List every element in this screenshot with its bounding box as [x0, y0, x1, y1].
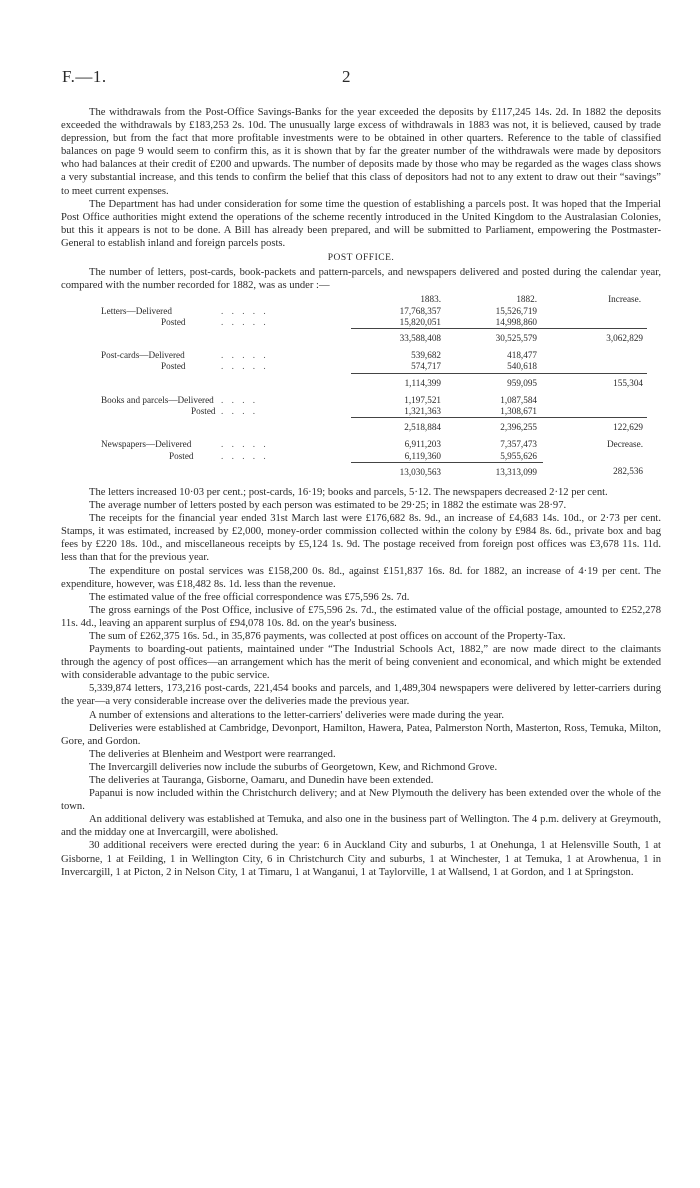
- paragraph: The Department has had under consideration for some time the question of establishing a parcels post. It was hoped that the Imperial Post Office authorities might extend the operations of the scheme recently introduced in the United Kingdom to the Australasian Colonies, but this it appears is not to be done. A Bill has already been prepared, and will be submitted to Parliament, empowering the Postmaster-General to establish inland and foreign parcels posts.: [61, 198, 661, 249]
- post-office-statistics-table: [101, 294, 647, 484]
- table-row: [101, 306, 647, 317]
- paragraph: The letters increased 10·03 per cent.; post-cards, 16·19; books and parcels, 5·12. The newspapers decreased 2·12 per cent.: [89, 486, 608, 498]
- page-number: 2: [342, 67, 351, 86]
- paragraph: The receipts for the financial year ended 31st March last were £176,682 8s. 9d., an increase of £4,683 14s. 10d., or 2·73 per cent. Stamps, it was estimated, increased by £2,000, money-order commission collected within the colony by £984 8s. 6d., private box and bag fees by £220 18s. 10d., and miscellaneous receipts by £5,124 1s. 9d. The postage received from foreign post offices was £3,678 11s. 11d. less than that for the previous year.: [61, 513, 661, 564]
- document-code: F.—1.: [62, 67, 107, 86]
- cell-1882: 418,477: [507, 350, 537, 361]
- paragraph: An additional delivery was established at Temuka, and also one in the business part of Wellington. The 4 p.m. delivery at Greymouth, and the midday one at Invercargill, were abolished.: [61, 814, 661, 839]
- table-header-row: [101, 294, 647, 305]
- cell-1882: 1,087,584: [500, 394, 537, 405]
- leader-dots: . . . .: [221, 394, 259, 405]
- cell-1883: 6,119,360: [404, 450, 441, 461]
- row-label: Post-cards—Delivered: [101, 350, 185, 361]
- table-total-row: [101, 373, 647, 395]
- paragraph: 30 additional receivers were erected during the year: 6 in Auckland City and suburbs, 1 at Onehunga, 1 at Helensville South, 1 at Gisborne, 1 at Feilding, 1 in Wellington City, 6 in Christchurch City and suburbs, 1 at Winchester, 1 at Temuka, 1 at Arowhenua, 1 in Invercargill, 1 at Picton, 2 in Nelson City, 1 at Timaru, 1 at Wanganui, 1 at Taylorville, 1 at Wallsend, 1 at Gordon, and 1 at Springston.: [61, 840, 661, 878]
- table-row: [101, 451, 647, 463]
- row-label: Newspapers—Delivered: [101, 439, 192, 450]
- leader-dots: . . . . .: [221, 361, 269, 372]
- cell-1883: 539,682: [411, 350, 441, 361]
- total-1883: 2,518,884: [351, 418, 447, 440]
- cell-1882: 14,998,860: [495, 316, 537, 327]
- row-label: Letters—Delivered: [101, 305, 172, 316]
- paragraph: A number of extensions and alterations to the letter-carriers' deliveries were made during the year.: [89, 709, 504, 721]
- leader-dots: . . . . .: [221, 350, 269, 361]
- total-change: 282,536: [613, 466, 643, 477]
- table-intro: The number of letters, post-cards, book-packets and pattern-parcels, and newspapers delivered and posted during the calendar year, compared with the number recorded for 1882, was as under :—: [61, 267, 661, 292]
- column-header-1883: 1883.: [420, 294, 441, 305]
- paragraph: Payments to boarding-out patients, maintained under “The Industrial Schools Act, 1882,” are now made direct to the claimants through the agency of post offices—an arrangement which has the merit of being convenient and economical, and which might be extended with considerable advantage to the pubic service.: [61, 644, 661, 682]
- section-heading: POST OFFICE.: [327, 253, 395, 264]
- total-1882: 30,525,579: [447, 328, 543, 350]
- row-label: Books and parcels—Delivered: [101, 394, 214, 405]
- row-label: Posted: [169, 450, 194, 461]
- table-row: [101, 317, 647, 329]
- table-total-row: [101, 462, 647, 484]
- leader-dots: . . . . .: [221, 439, 269, 450]
- cell-1883: 1,197,521: [404, 394, 441, 405]
- leader-dots: . . . .: [221, 405, 259, 416]
- table-total-row: [101, 328, 647, 350]
- table-row: [101, 361, 647, 373]
- table-total-row: [101, 418, 647, 440]
- total-change: 3,062,829: [543, 328, 647, 350]
- cell-1882: 1,308,671: [500, 405, 537, 416]
- row-label: Posted: [161, 316, 186, 327]
- total-1882: 959,095: [447, 373, 543, 395]
- total-change: 122,629: [543, 418, 647, 440]
- row-label: Posted: [161, 361, 186, 372]
- body-text: [61, 106, 661, 879]
- leader-dots: . . . . .: [221, 450, 269, 461]
- cell-1882: 5,955,626: [500, 450, 537, 461]
- total-1883: 1,114,399: [351, 373, 447, 395]
- paragraph: The Invercargill deliveries now include the suburbs of Georgetown, Kew, and Richmond Grove.: [89, 761, 498, 773]
- paragraph: The expenditure on postal services was £158,200 0s. 8d., against £151,837 16s. 8d. for 1882, an increase of 4·19 per cent. The expenditure, however, was £18,482 8s. 1d. less than the revenue.: [61, 565, 661, 590]
- paragraph: The sum of £262,375 16s. 5d., in 35,876 payments, was collected at post offices on account of the Property-Tax.: [89, 630, 566, 642]
- cell-1883: 17,768,357: [399, 305, 441, 316]
- cell-1883: 15,820,051: [399, 316, 441, 327]
- cell-1882: 540,618: [507, 361, 537, 372]
- column-header-increase: Increase.: [608, 294, 641, 305]
- cell-1882: 15,526,719: [495, 305, 537, 316]
- paragraph: The gross earnings of the Post Office, inclusive of £75,596 2s. 7d., the estimated value of the official postage, amounted to £252,278 11s. 4d., leaving an apparent surplus of £94,078 10s. 8d. on the year's business.: [61, 604, 661, 629]
- change-label: Decrease.: [607, 439, 643, 450]
- page-header: [62, 67, 662, 92]
- table-row: [101, 406, 647, 418]
- paragraph: The average number of letters posted by each person was estimated to be 29·25; in 1882 the estimate was 28·97.: [89, 500, 567, 512]
- leader-dots: . . . . .: [221, 316, 269, 327]
- cell-1883: 6,911,203: [404, 439, 441, 450]
- cell-1883: 1,321,363: [404, 405, 441, 416]
- table-row: [101, 395, 647, 406]
- total-change: 155,304: [543, 373, 647, 395]
- paragraph: 5,339,874 letters, 173,216 post-cards, 221,454 books and parcels, and 1,489,304 newspapers were delivered by letter-carriers during the year—a very considerable increase over the deliveries made the previous year.: [61, 683, 661, 708]
- paragraph: Papanui is now included within the Christchurch delivery; and at New Plymouth the delivery has been extended over the whole of the town.: [61, 788, 661, 813]
- cell-1883: 574,717: [411, 361, 441, 372]
- total-1882: 2,396,255: [447, 418, 543, 440]
- paragraph: The estimated value of the free official correspondence was £75,596 2s. 7d.: [89, 591, 410, 603]
- paragraph: The withdrawals from the Post-Office Savings-Banks for the year exceeded the deposits by £117,245 14s. 2d. In 1882 the deposits exceeded the withdrawals by £183,253 2s. 10d. The unusually large excess of withdrawals in 1883 was not, it is believed, caused by trade depression, but from the fact that more profitable investments were to be obtained in other quarters. Reference to the table of classified balances on page 9 would seem to confirm this, as it is shown that by far the greater number of the withdrawals were made by depositors who had balances at their credit of £200 and upwards. The number of deposits made by those who may be regarded as the wages class shows a very substantial increase, and this tends to confirm the belief that this class of depositors had not to any extent to draw out their “savings” to meet current expenses.: [61, 107, 661, 197]
- leader-dots: . . . . .: [221, 305, 269, 316]
- column-header-1882: 1882.: [516, 294, 537, 305]
- row-label: Posted: [191, 405, 216, 416]
- total-1883: 13,030,563: [351, 462, 447, 484]
- table-row: [101, 350, 647, 361]
- paragraph: The deliveries at Blenheim and Westport were rearranged.: [89, 748, 336, 760]
- table-row: [101, 439, 647, 450]
- paragraph: Deliveries were established at Cambridge, Devonport, Hamilton, Hawera, Patea, Palmerston North, Masterton, Ross, Temuka, Milton, Gore, and Gordon.: [61, 722, 661, 747]
- cell-1882: 7,357,473: [500, 439, 537, 450]
- total-1882: 13,313,099: [447, 462, 543, 484]
- paragraph: The deliveries at Tauranga, Gisborne, Oamaru, and Dunedin have been extended.: [89, 775, 434, 787]
- total-1883: 33,588,408: [351, 328, 447, 350]
